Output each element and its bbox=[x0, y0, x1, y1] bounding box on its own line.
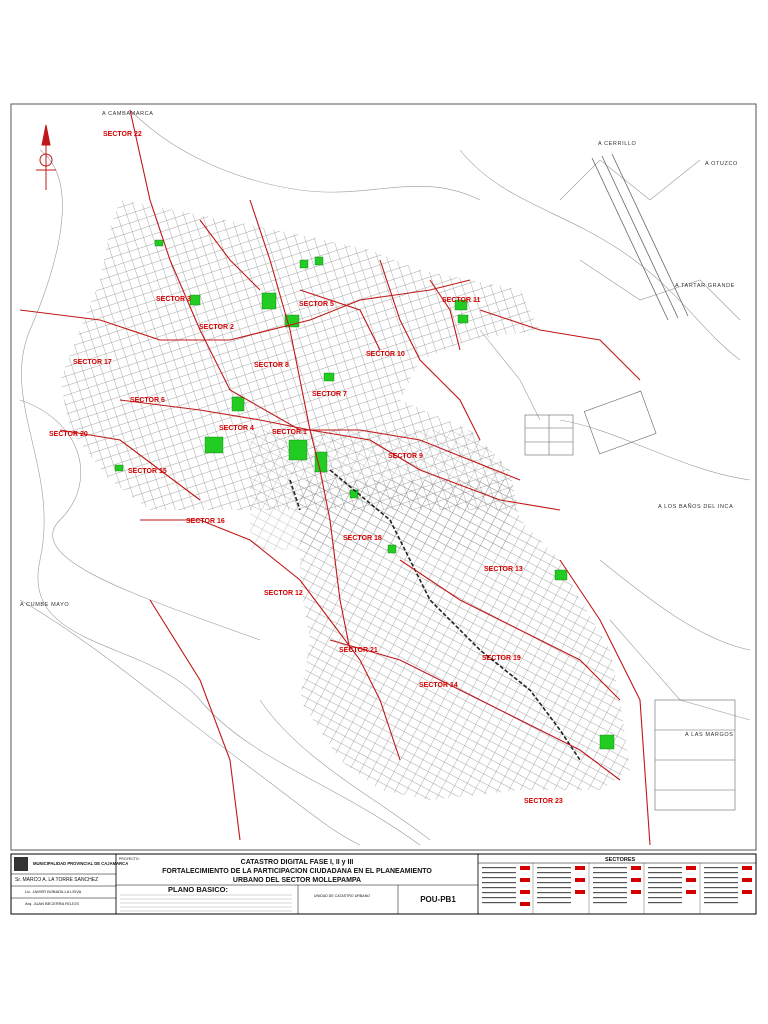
direction-label-banos: A LOS BAÑOS DEL INCA bbox=[658, 504, 734, 510]
municipality-logo bbox=[14, 857, 28, 871]
plan-label: PLANO BASICO: bbox=[168, 885, 228, 894]
sector-label: SECTOR 13 bbox=[484, 566, 523, 573]
sector-label: SECTOR 8 bbox=[254, 362, 289, 369]
sector-label: SECTOR 1 bbox=[272, 429, 307, 436]
direction-label-cerrillo: A CERRILLO bbox=[598, 141, 637, 147]
title-block bbox=[11, 854, 756, 914]
sector-label: SECTOR 18 bbox=[343, 535, 382, 542]
sector-label: SECTOR 5 bbox=[299, 301, 334, 308]
sector-label: SECTOR 4 bbox=[219, 425, 254, 432]
direction-label-otuzco: A OTUZCO bbox=[705, 161, 738, 167]
sector-label: SECTOR 6 bbox=[130, 397, 165, 404]
sector-label: SECTOR 12 bbox=[264, 590, 303, 597]
direction-label-margos: A LAS MARGOS bbox=[685, 732, 734, 738]
sector-label: SECTOR 19 bbox=[482, 655, 521, 662]
sector-label: SECTOR 23 bbox=[524, 798, 563, 805]
unit-label: UNIDAD DE CATASTRO URBANO bbox=[313, 894, 371, 898]
sector-label: SECTOR 21 bbox=[339, 647, 378, 654]
sector-label: SECTOR 17 bbox=[73, 359, 112, 366]
direction-label-tartar: A TARTAR GRANDE bbox=[675, 283, 735, 289]
sector-label: SECTOR 20 bbox=[49, 431, 88, 438]
sector-label: SECTOR 14 bbox=[419, 682, 458, 689]
direction-label-cumbemayo: A CUMBE MAYO bbox=[20, 602, 70, 608]
project-label: PROYECTO: bbox=[119, 857, 140, 861]
project-title-line3: URBANO DEL SECTOR MOLLEPAMPA bbox=[232, 877, 362, 884]
responsible-1: Lic. JAVIER BOBADILLA LEIVA bbox=[25, 889, 82, 894]
direction-label-cajamarca: A CAMBAMARCA bbox=[102, 111, 154, 117]
project-title-line2: FORTALECIMIENTO DE LA PARTICIPACION CIUDADANA EN EL PLANEAMIENTO bbox=[162, 868, 432, 875]
responsible-2: Arq. JUAN BECERRA ROJOS bbox=[25, 901, 80, 906]
sector-label: SECTOR 16 bbox=[186, 518, 225, 525]
institution-name: MUNICIPALIDAD PROVINCIAL DE CAJAMARCA bbox=[33, 861, 129, 866]
mayor-name: Sr. MARCO A. LA TORRE SANCHEZ bbox=[15, 877, 99, 883]
sheet-code: POU-PB1 bbox=[420, 895, 456, 904]
sector-label: SECTOR 11 bbox=[442, 297, 481, 304]
sector-label: SECTOR 9 bbox=[388, 453, 423, 460]
sector-label: SECTOR 22 bbox=[103, 131, 142, 138]
sector-label: SECTOR 10 bbox=[366, 351, 405, 358]
sector-label: SECTOR 3 bbox=[156, 296, 191, 303]
sector-label: SECTOR 7 bbox=[312, 391, 347, 398]
sectors-header: SECTORES bbox=[605, 857, 636, 863]
sector-label: SECTOR 15 bbox=[128, 468, 167, 475]
sector-label: SECTOR 2 bbox=[199, 324, 234, 331]
project-title-line1: CATASTRO DIGITAL FASE I, II y III bbox=[240, 859, 354, 866]
